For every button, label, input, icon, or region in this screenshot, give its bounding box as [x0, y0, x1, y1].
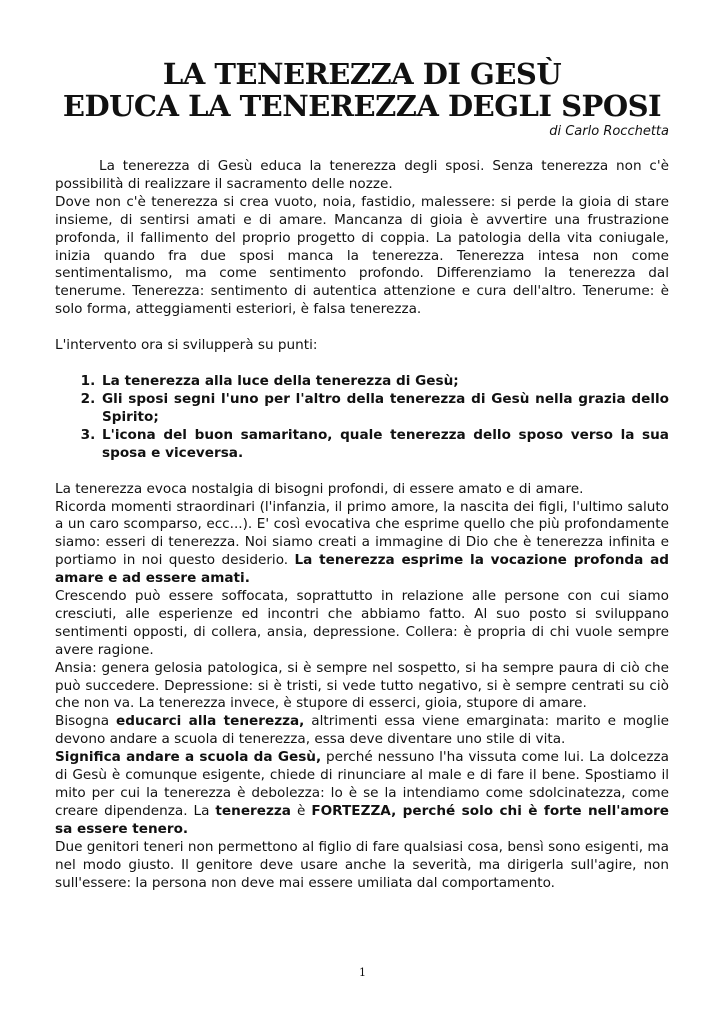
list-item: 3. L'icona del buon samaritano, quale tenerezza dello sposo verso la sua sposa e viceversa.	[100, 427, 669, 463]
paragraph-points-intro: L'intervento ora si svilupperà su punti:	[55, 337, 318, 354]
bold-school: Significa andare a scuola da Gesù,	[55, 749, 322, 766]
author-byline: di Carlo Rocchetta	[549, 124, 669, 139]
list-item: 2. Gli sposi segni l'uno per l'altro della tenerezza di Gesù nella grazia dello Spirito;	[100, 391, 669, 427]
paragraph-intro: La tenerezza di Gesù educa la tenerezza degli sposi. Senza tenerezza non c'è possibilità di realizzare il sacramento delle nozze.	[55, 158, 669, 192]
title-line-2: EDUCA LA TENEREZZA DEGLI SPOSI	[62, 89, 662, 123]
page-number: 1	[359, 966, 366, 979]
paragraph-education: Bisogna educarci alla tenerezza, altrimenti essa viene emarginata: marito e moglie devono andare a scuola di tenerezza, essa deve diventare uno stile di vita.	[55, 713, 669, 748]
paragraph-growth: Crescendo può essere soffocata, soprattutto in relazione alle persone con cui siamo cresciuti, alle esperienze ed incontri che abbiamo fatto. Al suo posto si sviluppano sentimenti opposti, di collera, ansia, depressione. Collera: è propria di chi vuole sempre avere ragione.	[55, 588, 669, 658]
paragraph-anxiety: Ansia: genera gelosia patologica, si è sempre nel sospetto, si ha sempre paura di ciò che può succedere. Depressione: si è tristi, si vede tutto negativo, si è sempre centrati su ciò che non va. La tenerezza invece, è stupore di esserci, gioia, stupore di amare.	[55, 659, 669, 712]
bold-educate: educarci alla tenerezza,	[116, 713, 305, 730]
document-page	[55, 58, 669, 892]
paragraph-memories: Ricorda momenti straordinari (l'infanzia, il primo amore, la nascita dei figli, l'ultimo saluto a un caro scomparso, ecc...). E' così evocativa che esprime quello che più profondamente siamo: esseri di tenerezza. Noi siamo creati a immagine di Dio che è tenerezza infinita e portiamo in noi questo desiderio. La tenerezza esprime la vocazione profonda ad amare e ad essere amati.	[55, 498, 670, 587]
document-title	[55, 58, 669, 122]
bold-tenerezza: tenerezza	[215, 802, 291, 819]
bold-vocation: La tenerezza esprime la vocazione profonda ad amare e ad essere amati.	[55, 552, 670, 587]
paragraph-nostalgia: La tenerezza evoca nostalgia di bisogni profondi, di essere amato e di amare.	[55, 480, 584, 497]
bold-fortezza: FORTEZZA, perché solo chi è forte nell'amore sa essere tenero.	[55, 802, 669, 837]
title-line-1: LA TENEREZZA DI GESÙ	[162, 57, 562, 91]
paragraph-parents: Due genitori teneri non permettono al figlio di fare qualsiasi cosa, bensì sono esigenti, ma nel modo giusto. Il genitore deve usare anche la severità, ma dirigerla sull'agire, non sull'essere: la persona non deve mai essere umiliata dal comportamento.	[55, 838, 669, 891]
points-list	[55, 373, 669, 463]
paragraph-absence: Dove non c'è tenerezza si crea vuoto, noia, fastidio, malessere: si perde la gioia di stare insieme, di sentirsi amati e di amare. Mancanza di gioia è avvertire una frustrazione profonda, il fallimento del proprio progetto di coppia. La patologia della vita coniugale, inizia quando fra due sposi manca la tenerezza. Tenerezza intesa non come sentimentalismo, ma come sentimento profondo. Differenziamo la tenerezza dal tenerume. Tenerezza: sentimento di autentica attenzione e cura dell'altro. Tenerume: è solo forma, atteggiamenti esteriori, è falsa tenerezza.	[55, 193, 669, 318]
list-item: 1. La tenerezza alla luce della tenerezza di Gesù;	[100, 373, 669, 391]
paragraph-school: Significa andare a scuola da Gesù, perché nessuno l'ha vissuta come lui. La dolcezza di Gesù è comunque esigente, chiede di rinunciare al male e di fare il bene. Spostiamo il mito per cui la tenerezza è debolezza: lo è se la intendiamo come sdolcinatezza, come creare dipendenza. La tenerezza è FORTEZZA, perché solo chi è forte nell'amore sa essere tenero.	[55, 749, 669, 837]
